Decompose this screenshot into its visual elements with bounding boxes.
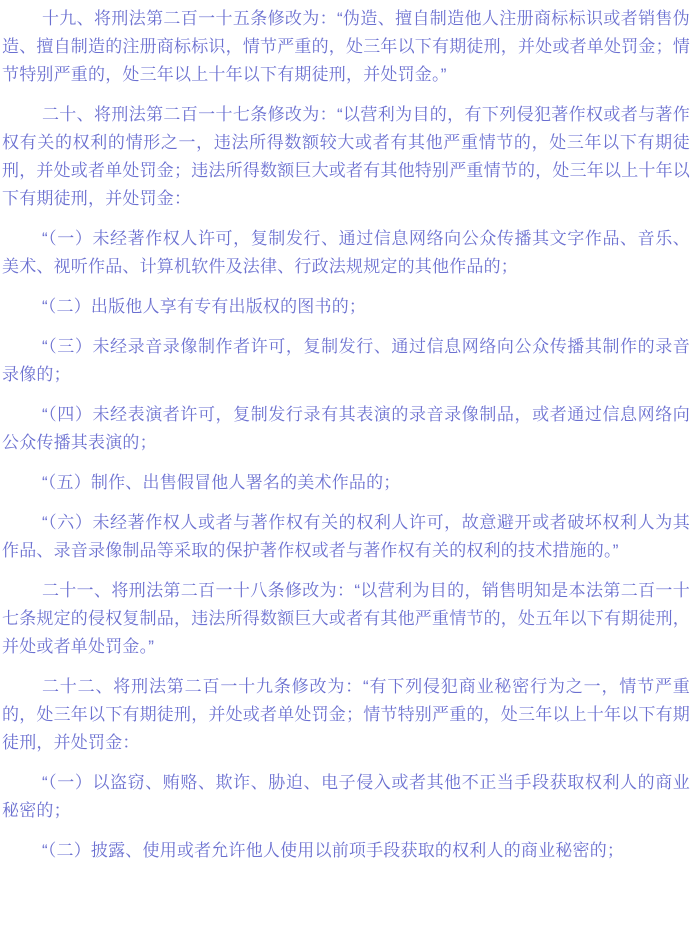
amendment-19-article-215: 十九、将刑法第二百一十五条修改为：“伪造、擅自制造他人注册商标标识或者销售伪造、擅自制造的注册商标标识，情节严重的，处三年以下有期徒刑，并处或者单处罚金；情节特别严重的，处三年以上十年以下有期徒刑，并处罚金。” <box>2 9 690 84</box>
article-217-item-5: “（五）制作、出售假冒他人署名的美术作品的； <box>41 473 401 492</box>
article-219-item-1: “（一）以盗窃、贿赂、欺诈、胁迫、电子侵入或者其他不正当手段获取权利人的商业秘密的； <box>2 773 690 820</box>
article-217-item-4: “（四）未经表演者许可，复制发行录有其表演的录音录像制品，或者通过信息网络向公众传播其表演的； <box>2 405 690 452</box>
amendment-20-article-217: 二十、将刑法第二百一十七条修改为：“以营利为目的，有下列侵犯著作权或者与著作权有关的权利的情形之一，违法所得数额较大或者有其他严重情节的，处三年以下有期徒刑，并处或者单处罚金；违法所得数额巨大或者有其他特别严重情节的，处三年以上十年以下有期徒刑，并处罚金： <box>2 105 690 208</box>
article-217-item-1: “（一）未经著作权人许可，复制发行、通过信息网络向公众传播其文字作品、音乐、美术、视听作品、计算机软件及法律、行政法规规定的其他作品的； <box>2 229 690 276</box>
article-217-item-6: “（六）未经著作权人或者与著作权有关的权利人许可，故意避开或者破坏权利人为其作品、录音录像制品等采取的保护著作权或者与著作权有关的权利的技术措施的。” <box>2 513 690 560</box>
article-217-item-2: “（二）出版他人享有专有出版权的图书的； <box>41 297 367 316</box>
amendment-22-article-219: 二十二、将刑法第二百一十九条修改为：“有下列侵犯商业秘密行为之一，情节严重的，处三年以下有期徒刑，并处或者单处罚金；情节特别严重的，处三年以上十年以下有期徒刑，并处罚金： <box>2 677 690 752</box>
article-219-item-2: “（二）披露、使用或者允许他人使用以前项手段获取的权利人的商业秘密的； <box>41 841 625 860</box>
article-217-item-3: “（三）未经录音录像制作者许可，复制发行、通过信息网络向公众传播其制作的录音录像的； <box>2 337 690 384</box>
legal-document-body <box>2 5 690 865</box>
amendment-21-article-218: 二十一、将刑法第二百一十八条修改为：“以营利为目的，销售明知是本法第二百一十七条规定的侵权复制品，违法所得数额巨大或者有其他严重情节的，处五年以下有期徒刑，并处或者单处罚金。” <box>2 581 690 656</box>
